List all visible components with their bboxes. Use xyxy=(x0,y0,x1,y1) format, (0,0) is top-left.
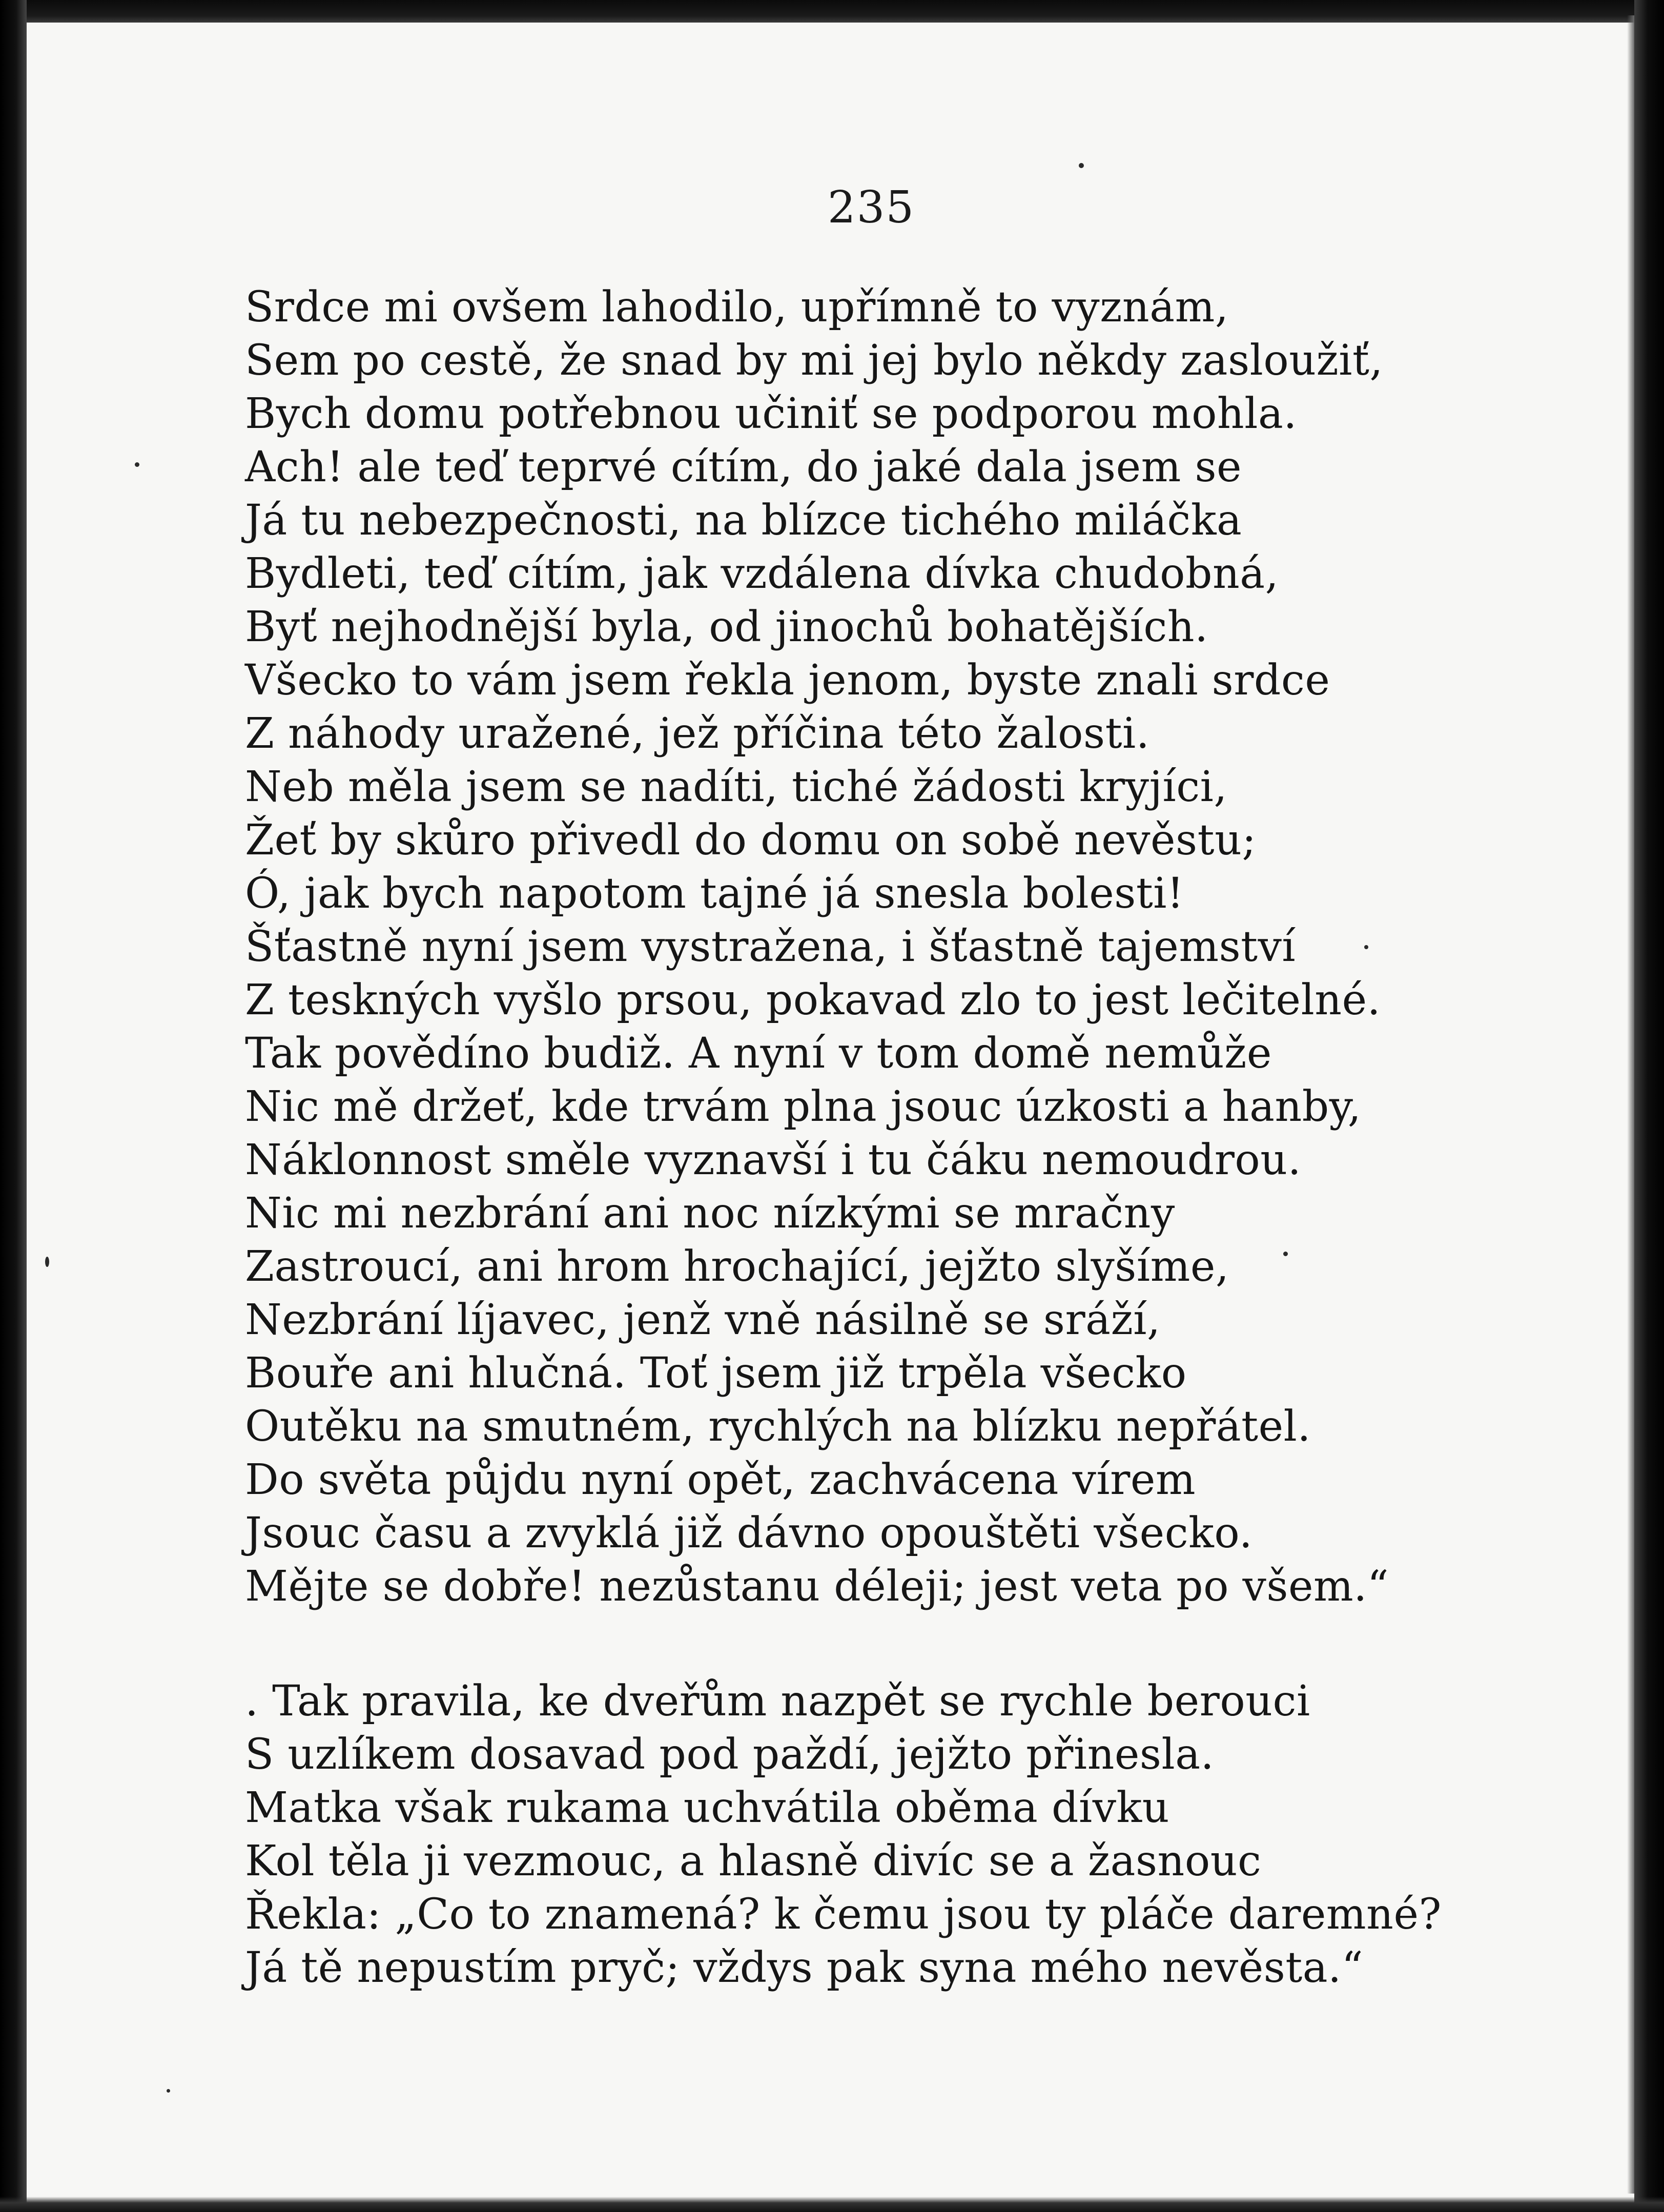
scan-border-bottom xyxy=(0,2197,1664,2212)
verse-line: Šťastně nyní jsem vystražena, i šťastně tajemství xyxy=(245,923,1296,971)
verse-line: Řekla: „Co to znamená? k čemu jsou ty pláče daremné? xyxy=(245,1890,1442,1939)
verse-line: Matka však rukama uchvátila oběma dívku xyxy=(245,1784,1170,1832)
scan-border-left xyxy=(0,0,27,2212)
verse-line: Nezbrání líjavec, jenž vně násilně se sráží, xyxy=(245,1296,1161,1344)
verse-line: Srdce mi ovšem lahodilo, upřímně to vyznám, xyxy=(245,283,1229,332)
verse-line: Ó, jak bych napotom tajné já snesla bolesti! xyxy=(245,869,1184,918)
print-speck xyxy=(1079,163,1084,168)
verse-line: Já tu nebezpečnosti, na blízce tichého miláčka xyxy=(245,496,1242,545)
scan-shadow-right xyxy=(1627,15,1634,2194)
verse-line: Kol těla ji vezmouc, a hlasně divíc se a žasnouc xyxy=(245,1837,1262,1886)
verse-line: Ach! ale teď teprvé cítím, do jaké dala jsem se xyxy=(245,443,1242,491)
print-speck xyxy=(135,462,139,467)
scan-border-top xyxy=(0,0,1664,23)
verse-line: Zastroucí, ani hrom hrochající, jejžto slyšíme, xyxy=(245,1242,1229,1291)
verse-line: Nic mě držeť, kde trvám plna jsouc úzkosti a hanby, xyxy=(245,1082,1362,1131)
verse-line: Bych domu potřebnou učiniť se podporou mohla. xyxy=(245,390,1297,438)
verse-line: Žeť by skůro přivedl do domu on sobě nevěstu; xyxy=(245,816,1257,865)
verse-line: Bydleti, teď cítím, jak vzdálena dívka chudobná, xyxy=(245,549,1279,598)
verse-line: Nic mi nezbrání ani noc nízkými se mračny xyxy=(245,1189,1175,1238)
verse-line: Já tě nepustím pryč; vždys pak syna mého nevěsta.“ xyxy=(245,1943,1364,1992)
stanza xyxy=(245,1675,1506,1995)
verse-line: Z náhody uražené, jež příčina této žalosti. xyxy=(245,709,1150,758)
verse-line: Outěku na smutném, rychlých na blízku nepřátel. xyxy=(245,1402,1311,1451)
print-speck xyxy=(167,2089,170,2093)
verse-line: . Tak pravila, ke dveřům nazpět se rychle berouci xyxy=(245,1677,1310,1726)
verse-line: Neb měla jsem se nadíti, tiché žádosti kryjíci, xyxy=(245,763,1227,811)
verse-line: Náklonnost směle vyznavší i tu čáku nemoudrou. xyxy=(245,1136,1302,1184)
verse-line: Do světa půjdu nyní opět, zachvácena vírem xyxy=(245,1456,1196,1504)
scan-border-right xyxy=(1634,0,1664,2212)
verse-line: Jsouc času a zvyklá již dávno opouštěti všecko. xyxy=(245,1509,1253,1558)
verse-line: S uzlíkem dosavad pod paždí, jejžto přinesla. xyxy=(245,1730,1215,1779)
verse-line: Tak povědíno budiž. A nyní v tom domě nemůže xyxy=(245,1029,1272,1078)
print-speck xyxy=(45,1257,49,1267)
verse-line: Bouře ani hlučná. Toť jsem již trpěla všecko xyxy=(245,1349,1187,1398)
verse-line: Byť nejhodnější byla, od jinochů bohatějších. xyxy=(245,603,1208,651)
poem-text xyxy=(245,281,1506,1995)
verse-line: Mějte se dobře! nezůstanu déleji; jest veta po všem.“ xyxy=(245,1562,1389,1611)
stanza xyxy=(245,281,1506,1613)
verse-line: Z teskných vyšlo prsou, pokavad zlo to jest lečitelné. xyxy=(245,976,1381,1025)
verse-line: Sem po cestě, že snad by mi jej bylo někdy zasloužiť, xyxy=(245,336,1384,385)
page-number: 235 xyxy=(827,182,915,233)
stanza-gap xyxy=(245,1613,1506,1675)
verse-line: Všecko to vám jsem řekla jenom, byste znali srdce xyxy=(245,656,1330,705)
